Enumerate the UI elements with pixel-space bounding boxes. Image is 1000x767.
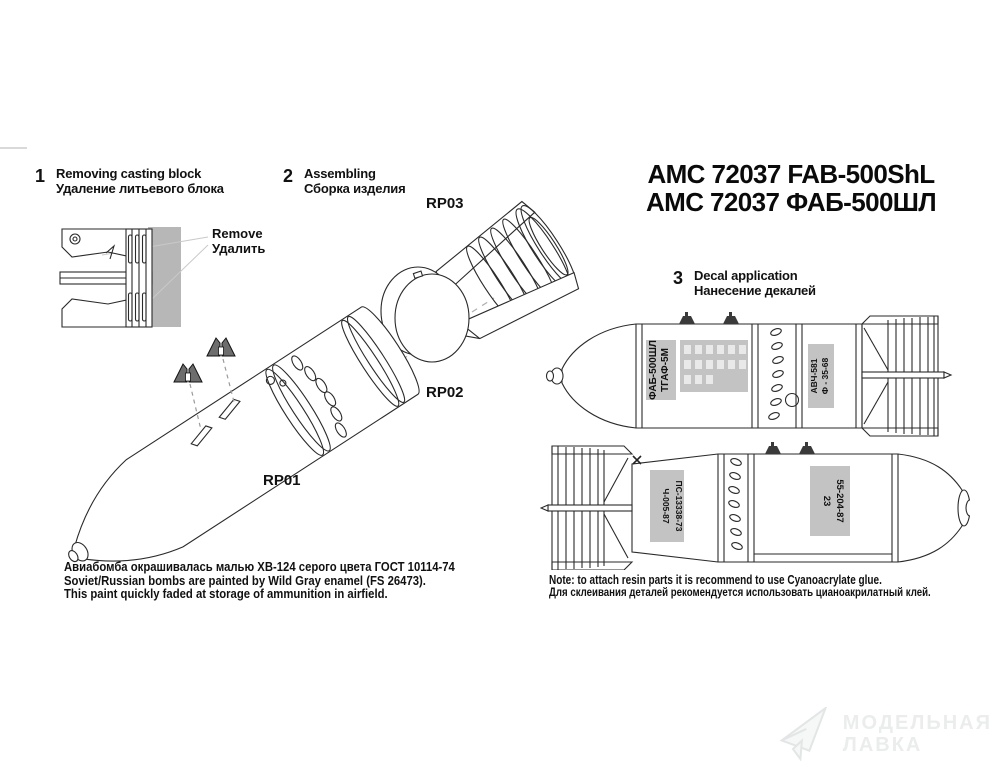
bottom-bomb-lugs (765, 442, 815, 454)
disc-front-face (395, 274, 469, 362)
suspension-lug-part-1 (174, 364, 202, 382)
kit-title-en: AMC 72037 FAB-500ShL (647, 159, 935, 189)
step2-title-ru: Сборка изделия (304, 180, 406, 196)
paint-note-ru: Авиабомба окрашивалась малью ХВ-124 серого цвета ГОСТ 10114-74 (64, 559, 455, 574)
kit-title (645, 160, 937, 216)
top-bomb-lugs (679, 312, 739, 324)
remove-label-ru: Удалить (212, 241, 266, 256)
decal-bottom-tail-line1: ПС-13338-73 (674, 480, 684, 532)
bottom-bomb-fuze-tip (966, 500, 970, 516)
glue-note-en: Note: to attach resin parts it is recommend to use Cyanoacrylate glue. (549, 573, 882, 587)
paper-plane-icon (777, 707, 835, 761)
paint-note-en-1: Soviet/Russian bombs are painted by Wild Gray enamel (FS 26473). (64, 572, 426, 588)
assembly-diagram (35, 190, 580, 565)
watermark-line1: МОДЕЛЬНАЯ (842, 712, 992, 734)
kit-title-ru: АМС 72037 ФАБ-500ШЛ (646, 187, 936, 217)
part-body-drawing (42, 302, 427, 565)
decal-top-rear-line1: АВЧ-581 (809, 358, 819, 394)
decal-view-top-bomb (547, 312, 952, 436)
brand-watermark (777, 707, 992, 761)
decal-application-diagram (540, 312, 970, 570)
part-label-rp02: RP02 (426, 384, 464, 401)
decal-top-front-line1: ФАБ-500ШЛ (648, 340, 659, 400)
bomb-body-outline (50, 302, 426, 565)
part-label-rp01: RP01 (263, 472, 301, 489)
step3-title-ru: Нанесение декалей (694, 282, 816, 298)
decal-bottom-tail-line2: Ч-005-87 (661, 488, 671, 524)
paint-note-en-2: This paint quickly faded at storage of ammunition in airfield. (64, 586, 388, 601)
step2-title-en: Assembling (304, 166, 376, 181)
decal-view-bottom-bomb (541, 442, 970, 570)
step3-title-en: Decal application (694, 268, 798, 283)
page-edge-mark (0, 147, 27, 149)
step3-number: 3 (673, 268, 684, 288)
bottom-bomb-tail-fins (541, 446, 632, 570)
step1-title-en: Removing casting block (56, 166, 202, 181)
top-bomb-fuze-tip (547, 371, 554, 381)
suspension-lug-part-2 (207, 338, 235, 356)
glue-note-ru: Для склеивания деталей рекомендуется использовать цианоакрилатный клей. (549, 587, 931, 599)
bottom-bomb-x-mark (633, 456, 641, 464)
decal-top-front-line2: ТГАФ-5М (660, 348, 671, 392)
decal-top-rear-line2: Ф - 35-68 (820, 357, 830, 395)
remove-label-en: Remove (212, 226, 263, 241)
watermark-line2: ЛАВКА (842, 734, 923, 756)
decal-bottom-body-line2: 23 (821, 495, 832, 507)
glue-note (549, 573, 1000, 600)
step1-number: 1 (35, 166, 46, 186)
step2-number: 2 (283, 166, 294, 186)
top-bomb-tail-fins (862, 316, 951, 436)
step3-header (673, 269, 816, 298)
decal-bottom-body-line1: 55-204-87 (834, 479, 845, 523)
step1-title-ru: Удаление литьевого блока (56, 180, 224, 196)
part-label-rp03: RP03 (426, 195, 464, 212)
decal-top-stencil-block (680, 340, 748, 392)
paint-note (64, 560, 455, 601)
